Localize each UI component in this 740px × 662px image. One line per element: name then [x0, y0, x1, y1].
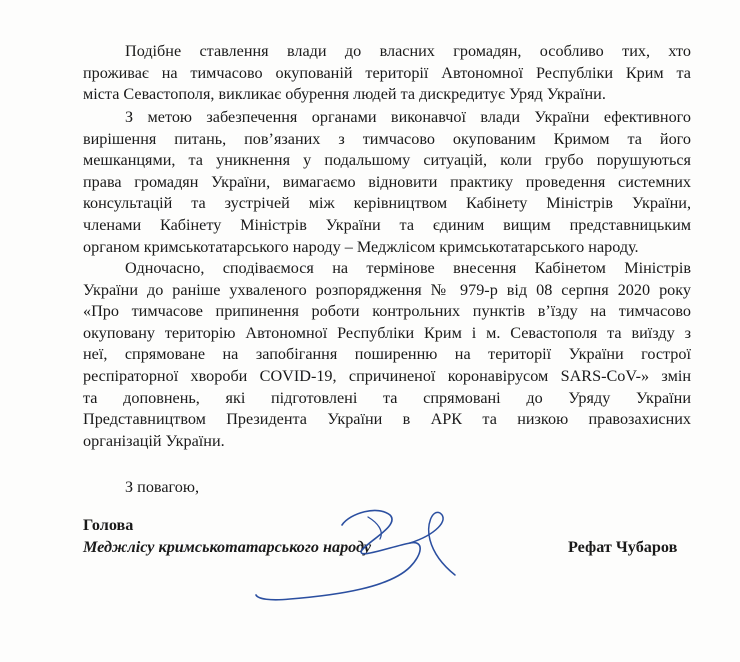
paragraph-2-line: членами Кабінету Міністрів України та єдиним вищим представницьким: [83, 215, 691, 234]
paragraph-3-line: «Про тимчасове припинення роботи контрольних пунктів в’їзду на тимчасово: [83, 302, 691, 321]
paragraph-2-line: права громадян України, вимагаємо відновити практику проведення системних: [83, 172, 691, 191]
paragraph-3-line: України до раніше ухваленого розпорядження № 979-р від 08 серпня 2020 року: [83, 280, 691, 299]
paragraph-3-line: організацій України.: [83, 431, 225, 450]
paragraph-2-line: З метою забезпечення органами виконавчої влади України ефективного: [125, 108, 691, 126]
paragraph-3-line: Представництвом Президента України в АРК та низкою правозахисних: [83, 410, 691, 429]
signatory-title: Голова: [83, 516, 134, 534]
paragraph-3: [83, 258, 691, 452]
paragraph-2-line: консультацій та зустрічей між керівництвом Кабінету Міністрів України,: [83, 194, 691, 213]
handwritten-signature: [250, 495, 550, 605]
paragraph-3-line: окуповану територію Автономної Республіки Крим і м. Севастополя та виїзду з: [83, 323, 691, 342]
paragraph-1-line: проживає на тимчасово окупованій території Автономної Республіки Крим та: [83, 63, 691, 82]
paragraph-1-line: Подібне ставлення влади до власних громадян, особливо тих, хто: [125, 42, 691, 60]
paragraph-2: [83, 107, 691, 258]
paragraph-3-line: та доповнень, які підготовлені та спрямовані до Уряду України: [83, 388, 691, 407]
signatory-organization: Меджлісу кримськотатарського народу: [83, 537, 372, 556]
paragraph-3-line: респіраторної хвороби COVID-19, спричиненої коронавірусом SARS-CoV-» змін: [83, 366, 691, 385]
paragraph-2-line: мешканцями, та уникнення у подальшому ситуацій, коли грубо порушуються: [83, 151, 691, 170]
signature-stroke: [256, 510, 420, 599]
signatory-name: Рефат Чубаров: [568, 538, 678, 556]
paragraph-3-line: неї, спрямоване на запобігання поширенню на території України гострої: [83, 345, 691, 364]
paragraph-2-line: вирішення питань, пов’язаних з тимчасово окупованим Кримом та його: [83, 129, 691, 148]
closing-phrase: З повагою,: [125, 478, 199, 496]
paragraph-1: [83, 41, 691, 106]
paragraph-1-line: міста Севастополя, викликає обурення людей та дискредитує Уряд України.: [83, 85, 606, 104]
paragraph-2-line: органом кримськотатарського народу – Меджлісом кримськотатарського народу.: [83, 237, 639, 256]
paragraph-3-line: Одночасно, сподіваємося на термінове внесення Кабінетом Міністрів: [125, 259, 691, 277]
